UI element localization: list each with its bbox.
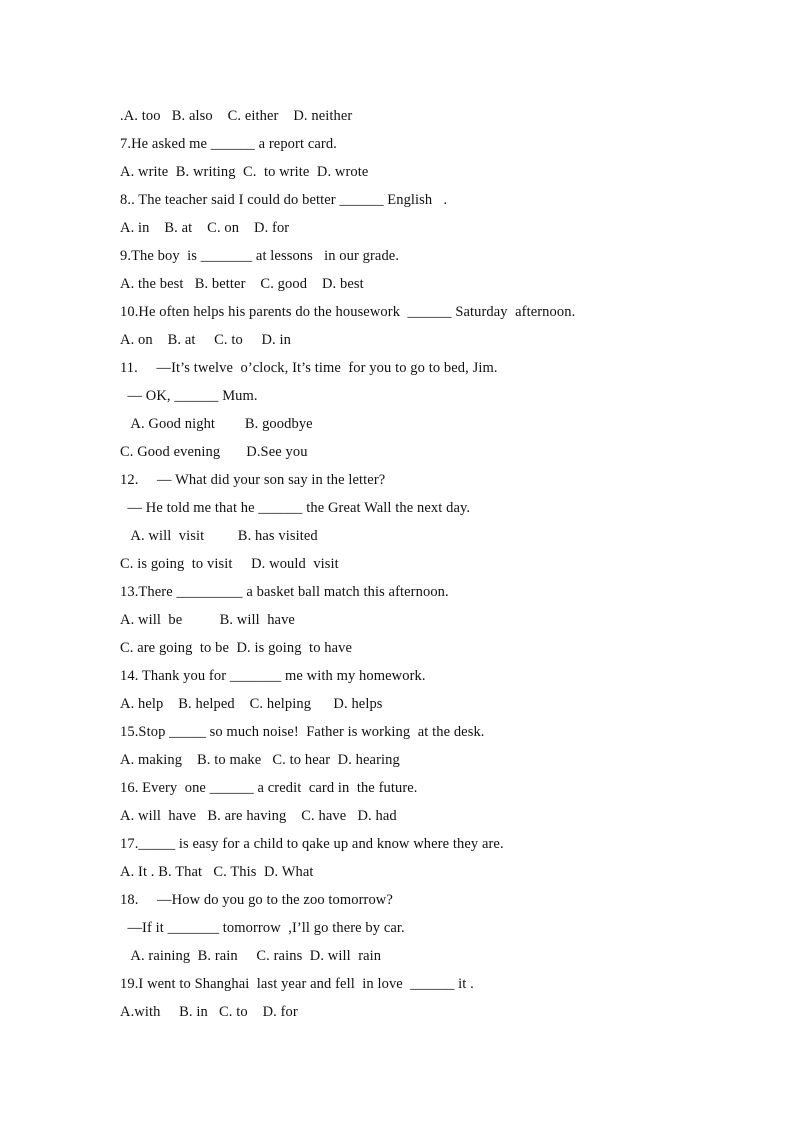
question-15: 15.Stop _____ so much noise! Father is working at the desk. (120, 724, 485, 740)
question-15-options: A. making B. to make C. to hear D. hearing (120, 752, 400, 768)
question-18-options: A. raining B. rain C. rains D. will rain (120, 948, 382, 964)
question-7-options: A. write B. writing C. to write D. wrote (120, 164, 369, 180)
question-9-options: A. the best B. better C. good D. best (120, 276, 364, 292)
question-12-options-cd: C. is going to visit D. would visit (120, 556, 339, 572)
question-10-options: A. on B. at C. to D. in (120, 332, 291, 348)
question-11: 11. —It’s twelve o’clock, It’s time for you to go to bed, Jim. (120, 360, 498, 376)
question-8-options: A. in B. at C. on D. for (120, 220, 290, 236)
question-14-options: A. help B. helped C. helping D. helps (120, 696, 383, 712)
question-6-options: .A. too B. also C. either D. neither (120, 108, 353, 124)
question-7: 7.He asked me ______ a report card. (120, 136, 337, 152)
question-11-options-cd: C. Good evening D.See you (120, 444, 308, 460)
question-14: 14. Thank you for _______ me with my homework. (120, 668, 426, 684)
question-10: 10.He often helps his parents do the housework ______ Saturday afternoon. (120, 304, 576, 320)
question-11-options-ab: A. Good night B. goodbye (120, 416, 313, 432)
question-9: 9.The boy is _______ at lessons in our grade. (120, 248, 400, 264)
question-13-options-cd: C. are going to be D. is going to have (120, 640, 353, 656)
question-16-options: A. will have B. are having C. have D. had (120, 808, 397, 824)
question-18: 18. —How do you go to the zoo tomorrow? (120, 892, 393, 908)
question-17: 17._____ is easy for a child to qake up and know where they are. (120, 836, 504, 852)
question-12-reply: — He told me that he ______ the Great Wall the next day. (120, 500, 471, 516)
question-13-options-ab: A. will be B. will have (120, 612, 295, 628)
document-page (120, 105, 720, 1029)
question-19-options: A.with B. in C. to D. for (120, 1004, 298, 1020)
question-12-options-ab: A. will visit B. has visited (120, 528, 318, 544)
question-11-reply: — OK, ______ Mum. (120, 388, 258, 404)
question-16: 16. Every one ______ a credit card in the future. (120, 780, 418, 796)
question-18-reply: —If it _______ tomorrow ,I’ll go there by car. (120, 920, 405, 936)
question-8: 8.. The teacher said I could do better ______ English . (120, 192, 448, 208)
question-19: 19.I went to Shanghai last year and fell in love ______ it . (120, 976, 474, 992)
question-12: 12. — What did your son say in the letter? (120, 472, 386, 488)
question-17-options: A. It . B. That C. This D. What (120, 864, 314, 880)
question-13: 13.There _________ a basket ball match this afternoon. (120, 584, 449, 600)
